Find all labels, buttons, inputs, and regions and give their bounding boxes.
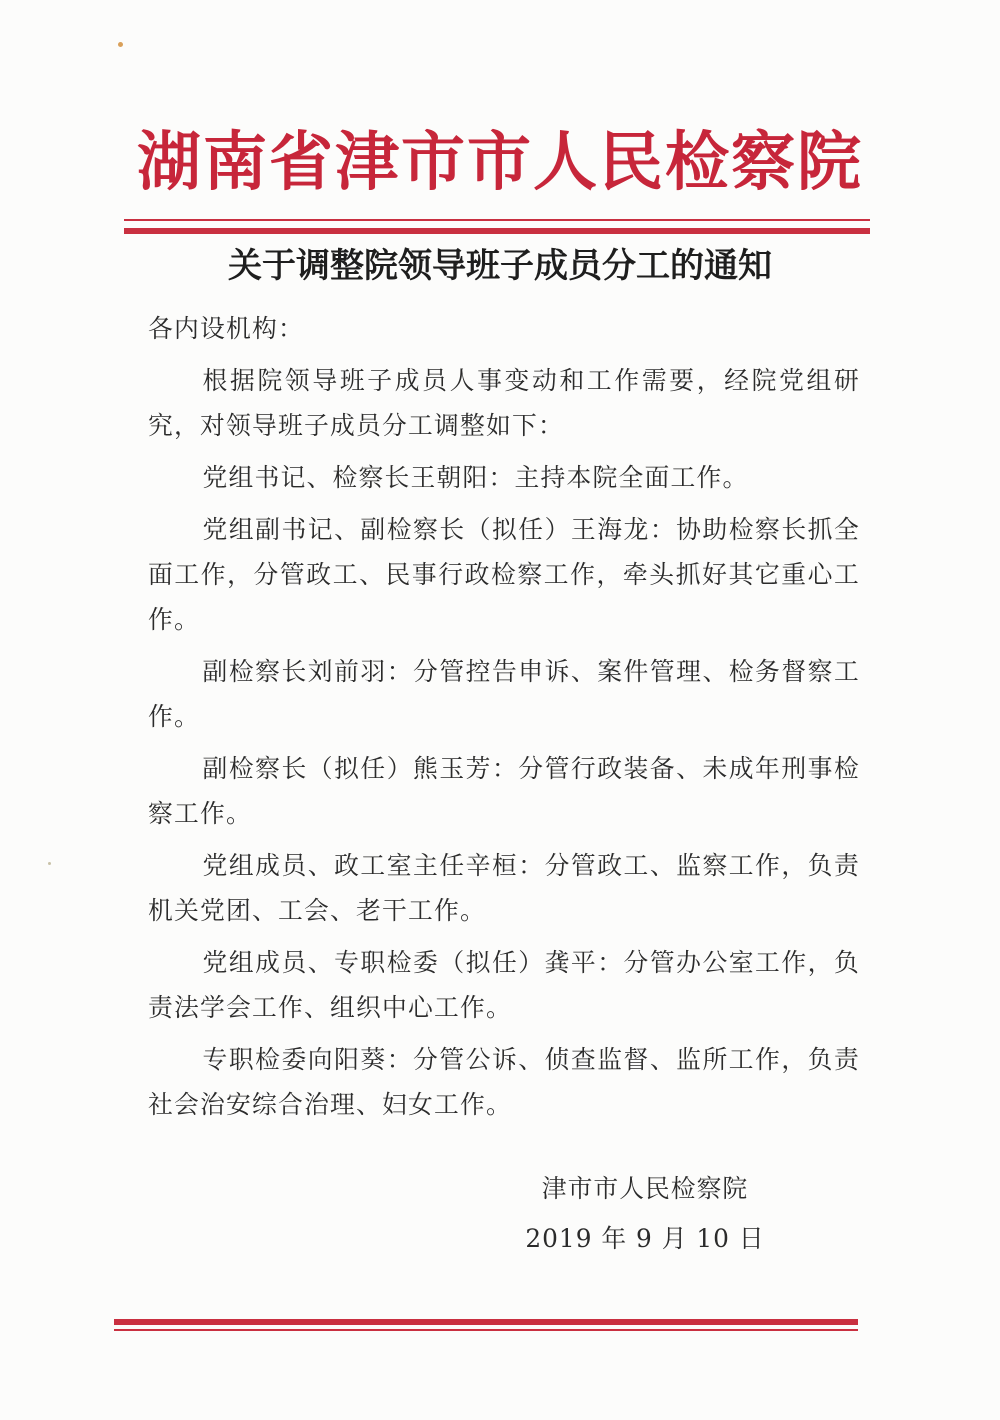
paragraph: 党组书记、检察长王朝阳：主持本院全面工作。 <box>202 463 749 492</box>
header-rule-thin <box>124 219 870 221</box>
document-masthead: 湖南省津市市人民检察院 <box>137 126 863 200</box>
signature-block <box>500 1164 790 1264</box>
paper-speck <box>118 42 123 47</box>
salutation: 各内设机构： <box>148 314 304 343</box>
signature-organization: 津市市人民检察院 <box>541 1174 749 1203</box>
document-title: 关于调整院领导班子成员分工的通知 <box>228 246 772 286</box>
paragraph: 党组成员、专职检委（拟任）龚平：分管办公室工作，负责法学会工作、组织中心工作。 <box>148 948 860 1022</box>
paragraph: 根据院领导班子成员人事变动和工作需要，经院党组研究，对领导班子成员分工调整如下： <box>148 366 860 440</box>
document-body <box>148 306 860 1134</box>
paragraph: 党组成员、政工室主任辛桓：分管政工、监察工作，负责机关党团、工会、老干工作。 <box>148 851 860 925</box>
footer-rule-thin <box>114 1329 858 1331</box>
paragraph: 副检察长刘前羽：分管控告申诉、案件管理、检务督察工作。 <box>148 657 860 731</box>
paragraph: 副检察长（拟任）熊玉芳：分管行政装备、未成年刑事检察工作。 <box>148 754 860 828</box>
paragraph: 专职检委向阳葵：分管公诉、侦查监督、监所工作，负责社会治安综合治理、妇女工作。 <box>148 1045 860 1119</box>
footer-rule-thick <box>114 1319 858 1325</box>
header-rule-thick <box>124 228 870 234</box>
signature-date: 2019 年 9 月 10 日 <box>525 1224 765 1253</box>
paragraph: 党组副书记、副检察长（拟任）王海龙：协助检察长抓全面工作，分管政工、民事行政检察工作，牵头抓好其它重心工作。 <box>148 515 860 634</box>
paper-speck <box>48 862 51 865</box>
